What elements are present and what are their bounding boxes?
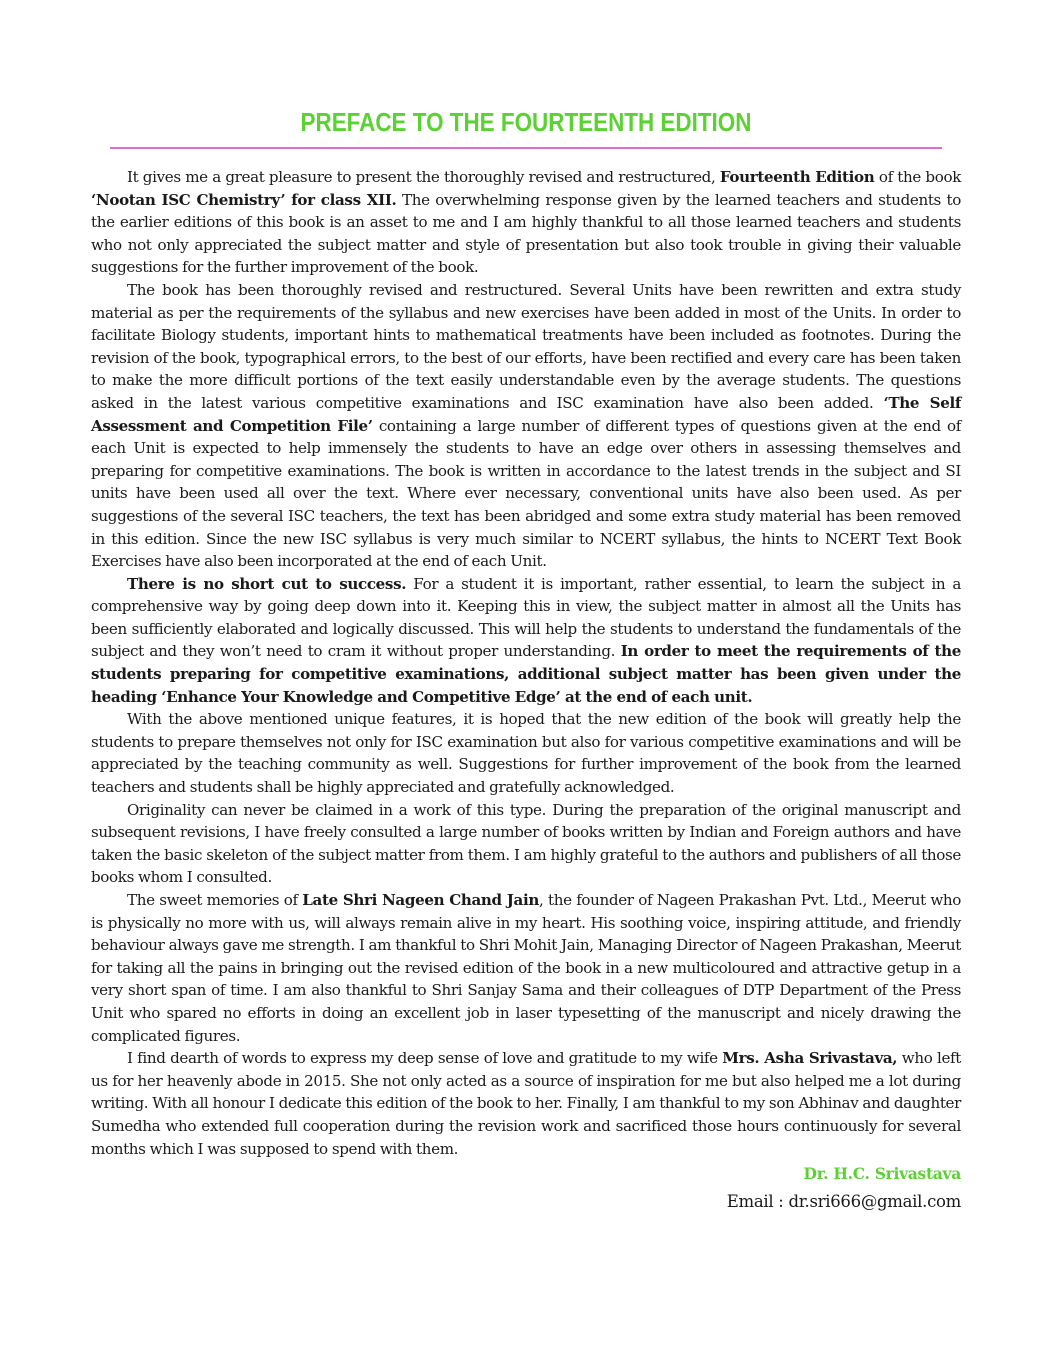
paragraph bbox=[91, 279, 961, 573]
text-run: I find dearth of words to express my deep sense of love and gratitude to my wife bbox=[127, 1049, 723, 1068]
text-run: Originality can never be claimed in a work of this type. During the preparation of the original manuscript and subsequent revisions, I have freely consulted a large number of books written by Indian and Foreign authors and have taken the basic skeleton of the subject matter from them. I am highly grateful to the authors and publishers of all those books whom I consulted. bbox=[91, 800, 961, 887]
preface-page bbox=[91, 108, 961, 1216]
paragraph bbox=[91, 889, 961, 1047]
text-run: With the above mentioned unique features, it is hoped that the new edition of the book will greatly help the students to prepare themselves not only for ISC examination but also for various competitive examinations and will be appreciated by the teaching community as well. Suggestions for further improvement of the book from the learned teachers and students shall be highly appreciated and gratefully acknowledged. bbox=[91, 710, 961, 797]
paragraph bbox=[91, 1047, 961, 1160]
text-run: who left us for her heavenly abode in 2015. She not only acted as a source of inspiration for me but also helped me a lot during writing. With all honour I dedicate this edition of the book to her. Finally, I am thankful to my son Abhinav and daughter Sumedha who extended full cooperation during the revision work and sacrificed those hours continuously for several months which I was supposed to spend with them. bbox=[91, 1049, 961, 1158]
text-run: , the founder of Nageen Prakashan Pvt. Ltd., Meerut who is physically no more with us, will always remain alive in my heart. His soothing voice, inspiring attitude, and friendly behaviour always gave me strength. I am thankful to Shri Mohit Jain, Managing Director of Nageen Prakashan, Meerut for taking all the pains in bringing out the revised edition of the book in a new multicoloured and attractive getup in a very short span of time. I am also thankful to Shri Sanjay Sama and their colleagues of DTP Department of the Press Unit who spared no efforts in doing an excellent job in laser typesetting of the manuscript and nicely drawing the complicated figures. bbox=[91, 891, 962, 1045]
author-email: Email : dr.sri666@gmail.com bbox=[726, 1192, 961, 1212]
signature-block bbox=[91, 1160, 961, 1216]
text-run: The overwhelming response given by the learned teachers and students to the earlier editions of this book is an asset to me and I am highly thankful to all those learned teachers and students who not only appreciated the subject matter and style of presentation but also took trouble in giving their valuable suggestions for the further improvement of the book. bbox=[91, 190, 961, 277]
bold-text: There is no short cut to success. bbox=[127, 574, 407, 593]
text-run: For a student it is important, rather essential, to learn the subject in a comprehensive way by going deep down into it. Keeping this in view, the subject matter in almost all the Units has been sufficiently elaborated and logically discussed. This will help the students to understand the fundamentals of the subject and they won’t need to cram it without proper understanding. bbox=[91, 574, 961, 661]
page-title: PREFACE TO THE FOURTEENTH EDITION bbox=[300, 109, 752, 137]
paragraph bbox=[91, 166, 961, 279]
bold-text: In order to meet the requirements of the students preparing for competitive examinations, additional subject matter has been given under the heading ‘Enhance Your Knowledge and Competitive Edge’ at the end of each unit. bbox=[91, 642, 961, 706]
author-name: Dr. H.C. Srivastava bbox=[803, 1164, 961, 1184]
bold-text: ‘The Self Assessment and Competition File’ bbox=[91, 393, 961, 435]
bold-text: ‘Nootan ISC Chemistry’ for class XII. bbox=[91, 190, 397, 209]
paragraph bbox=[91, 708, 961, 798]
preface-body bbox=[91, 166, 961, 1160]
text-run: It gives me a great pleasure to present the thoroughly revised and restructured, bbox=[127, 168, 720, 186]
bold-text: Late Shri Nageen Chand Jain bbox=[302, 891, 539, 909]
text-run: The sweet memories of bbox=[127, 891, 303, 909]
bold-text: Mrs. Asha Srivastava, bbox=[722, 1049, 898, 1068]
title-divider bbox=[110, 147, 942, 149]
paragraph bbox=[91, 573, 961, 709]
paragraph bbox=[91, 799, 961, 889]
text-run: of the book bbox=[874, 168, 961, 186]
text-run: containing a large number of different types of questions given at the end of each Unit is expected to help immensely the students to have an edge over others in assessing themselves and preparing for competitive examinations. The book is written in accordance to the latest trends in the subject and SI units have been used all over the text. Where ever necessary, conventional units have also been used. As per suggestions of the several ISC teachers, the text has been abridged and some extra study material has been removed in this edition. Since the new ISC syllabus is very much similar to NCERT syllabus, the hints to NCERT Text Book Exercises have also been incorporated at the end of each Unit. bbox=[91, 416, 961, 571]
text-run: The book has been thoroughly revised and restructured. Several Units have been rewritten and extra study material as per the requirements of the syllabus and new exercises have been added in most of the Units. In order to facilitate Biology students, important hints to mathematical treatments have been included as footnotes. During the revision of the book, typographical errors, to the best of our efforts, have been rectified and every care has been taken to make the more difficult portions of the text easily understandable even by the average students. The questions asked in the latest various competitive examinations and ISC examination have also been added. bbox=[91, 280, 961, 412]
bold-text: Fourteenth Edition bbox=[719, 168, 875, 186]
